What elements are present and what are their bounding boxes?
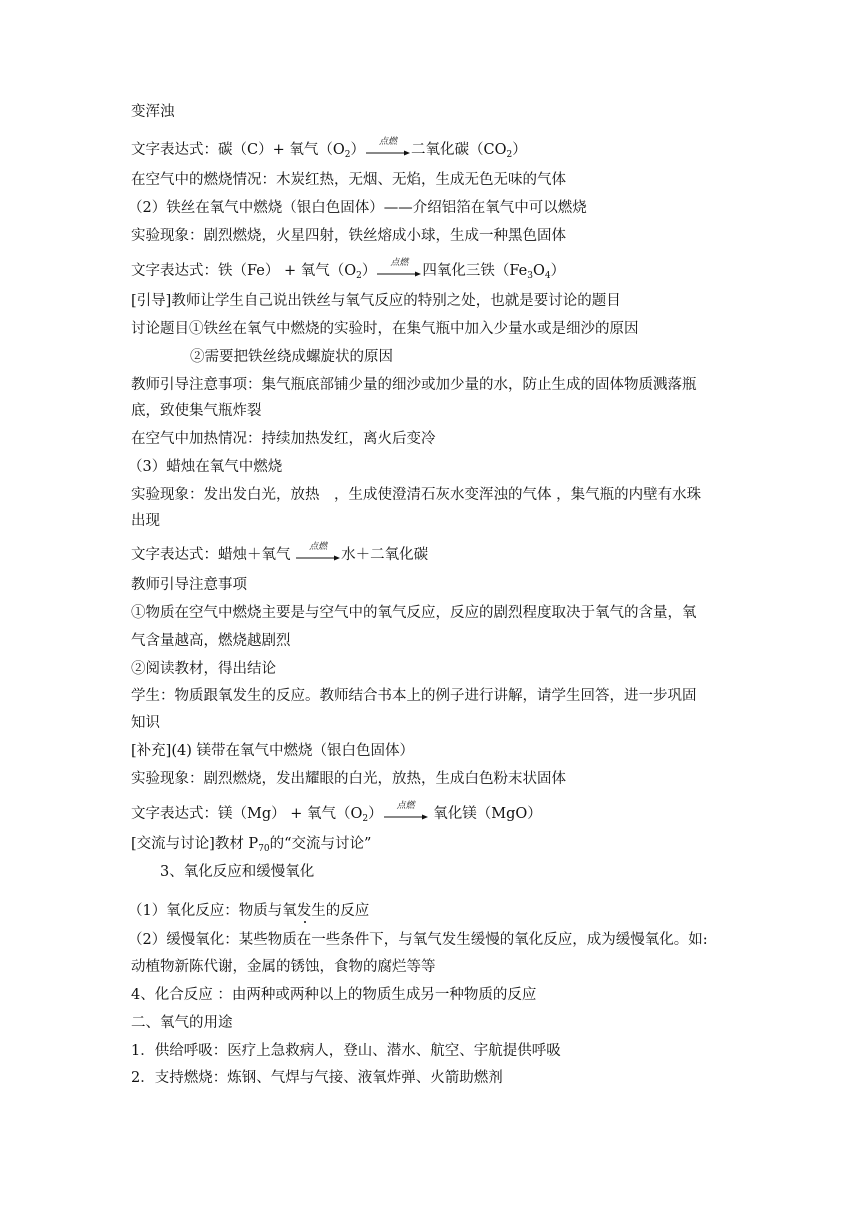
text-span: 氧化镁（MgO） — [428, 806, 542, 822]
text-span: 3、氧化反应和缓慢氧化 — [160, 864, 315, 880]
text-line — [131, 226, 820, 246]
text-span: 教师引导注意事项 — [131, 577, 247, 593]
text-span: [引导]教师让学生自己说出铁丝与氧气反应的特别之处，也就是要讨论的题目 — [131, 293, 621, 309]
section-heading — [160, 862, 820, 882]
text-span: ） — [350, 142, 365, 158]
text-line — [131, 1041, 820, 1061]
text-span: 变浑浊 — [131, 104, 175, 120]
text-line — [131, 170, 820, 190]
text-span: 动植物新陈代谢，金属的锈蚀，食物的腐烂等等 — [131, 959, 436, 975]
text-span: 二氧化碳（CO — [410, 142, 507, 158]
text-span: （2）缓慢氧化：某些物质在一些条件下，与氧气发生缓慢的氧化反应，成为缓慢氧化。如: — [128, 932, 708, 948]
text-line — [131, 511, 820, 531]
text-span: 在空气中加热情况：持续加热发红，离火后变冷 — [131, 431, 436, 447]
text-span: 在空气中的燃烧情况：木炭红热，无烟、无焰，生成无色无味的气体 — [131, 172, 566, 188]
text-span: 2．支持燃烧：炼钢、气焊与气接、液氧炸弹、火箭助燃剂 — [131, 1070, 503, 1086]
text-span: 二、氧气的用途 — [131, 1015, 233, 1031]
text-line — [131, 713, 820, 733]
text-line — [131, 401, 820, 421]
text-line — [128, 930, 820, 950]
text-line — [131, 769, 820, 789]
text-span: 水＋二氧化碳 — [341, 547, 429, 563]
text-span: ） — [361, 263, 377, 279]
text-span: ） — [550, 263, 566, 279]
text-span: 底，致使集气瓶炸裂 — [131, 403, 262, 419]
text-line — [131, 575, 820, 595]
text-span: ②需要把铁丝绕成螺旋状的原因 — [190, 349, 393, 365]
text-span: 1．供给呼吸：医疗上急救病人，登山、潜水、航空、宇航提供呼吸 — [131, 1043, 561, 1059]
text-span: 文字表达式：蜡烛＋氧气 — [131, 547, 296, 563]
text-span: 文字表达式：铁（Fe） + 氧气（O — [131, 263, 357, 279]
text-line — [131, 741, 820, 761]
text-line — [131, 659, 820, 679]
text-span: （1）氧化反应：物质与氧 — [128, 903, 297, 919]
reaction-condition: 点燃 — [378, 137, 397, 147]
text-span: 文字表达式：镁（Mg） + 氧气（O — [131, 806, 363, 822]
subscript: 2 — [356, 271, 362, 281]
subscript: 70 — [258, 844, 270, 854]
equation-candle — [131, 542, 820, 565]
reaction-condition: 点燃 — [390, 258, 409, 268]
text-line — [131, 485, 820, 505]
text-line — [190, 347, 820, 367]
text-line — [131, 102, 820, 122]
text-span: 4、化合反应 ：由两种或两种以上的物质生成另一种物质的反应 — [131, 987, 537, 1003]
text-span: [补充](4) 镁带在氧气中燃烧（银白色固体） — [131, 743, 414, 759]
section-heading — [131, 1013, 820, 1033]
text-span: 教师引导注意事项：集气瓶底部铺少量的细沙或加少量的水，防止生成的固体物质溅落瓶 — [131, 377, 697, 393]
text-span: 出现 — [131, 513, 160, 529]
equation-iron — [131, 258, 820, 286]
text-span: （2）铁丝在氧气中燃烧（银白色固体）——介绍铝箔在氧气中可以燃烧 — [128, 200, 587, 216]
text-span: ） — [512, 142, 527, 158]
equation-magnesium — [131, 801, 820, 829]
subscript: 2 — [344, 150, 351, 160]
text-span: O — [532, 263, 545, 279]
text-line — [128, 901, 820, 921]
reaction-arrow-icon — [296, 542, 340, 563]
reaction-arrow-icon — [377, 258, 421, 279]
reaction-arrow-icon — [366, 137, 410, 158]
subscript: 3 — [527, 271, 533, 281]
text-span: 生的反应 — [311, 903, 370, 919]
text-span: 讨论题目①铁丝在氧气中燃烧的实验时，在集气瓶中加入少量水或是细沙的原因 — [131, 321, 639, 337]
reaction-condition: 点燃 — [396, 801, 415, 811]
text-line — [128, 457, 820, 477]
text-span: （3）蜡烛在氧气中燃烧 — [128, 459, 283, 475]
text-line — [131, 375, 820, 395]
text-line — [131, 834, 820, 859]
text-line — [131, 319, 820, 339]
text-line — [128, 198, 820, 218]
text-span: 气含量越高，燃烧越剧烈 — [131, 633, 291, 649]
equation-carbon — [131, 137, 820, 165]
text-span: 学生：物质跟氧发生的反应。教师结合书本上的例子进行讲解，请学生回答，进一步巩固 — [131, 688, 697, 704]
text-line — [131, 291, 820, 311]
reaction-arrow-icon — [384, 801, 428, 822]
text-span: 文字表达式：碳（C）+ 氧气（O — [131, 142, 345, 158]
text-span: 的“交流与讨论” — [269, 836, 372, 852]
text-line — [131, 957, 820, 977]
text-line — [131, 686, 820, 706]
text-line — [131, 429, 820, 449]
subscript: 2 — [362, 814, 369, 824]
text-span: ①物质在空气中燃烧主要是与空气中的氧气反应，反应的剧烈程度取决于氧气的含量，氧 — [131, 605, 697, 621]
text-span: 知识 — [131, 715, 160, 731]
subscript: 2 — [506, 150, 513, 160]
emphasis-dot-text: 发 — [296, 903, 312, 919]
text-span: ） — [368, 806, 383, 822]
text-line — [131, 631, 820, 651]
text-span: 四氧化三铁（Fe — [422, 263, 528, 279]
text-span: ②阅读教材，得出结论 — [131, 661, 276, 677]
text-span: [交流与讨论]教材 P — [131, 836, 259, 852]
text-line — [131, 1068, 820, 1088]
subscript: 4 — [544, 271, 551, 281]
text-span: 实验现象：剧烈燃烧，火星四射，铁丝熔成小球，生成一种黑色固体 — [131, 228, 566, 244]
text-span: 实验现象：剧烈燃烧，发出耀眼的白光，放热，生成白色粉末状固体 — [131, 771, 566, 787]
text-line — [131, 603, 820, 623]
text-span: 实验现象：发出发白光，放热 ，生成使澄清石灰水变浑浊的气体 ，集气瓶的内壁有水珠 — [131, 487, 702, 503]
reaction-condition: 点燃 — [309, 542, 328, 552]
text-line — [131, 985, 820, 1005]
